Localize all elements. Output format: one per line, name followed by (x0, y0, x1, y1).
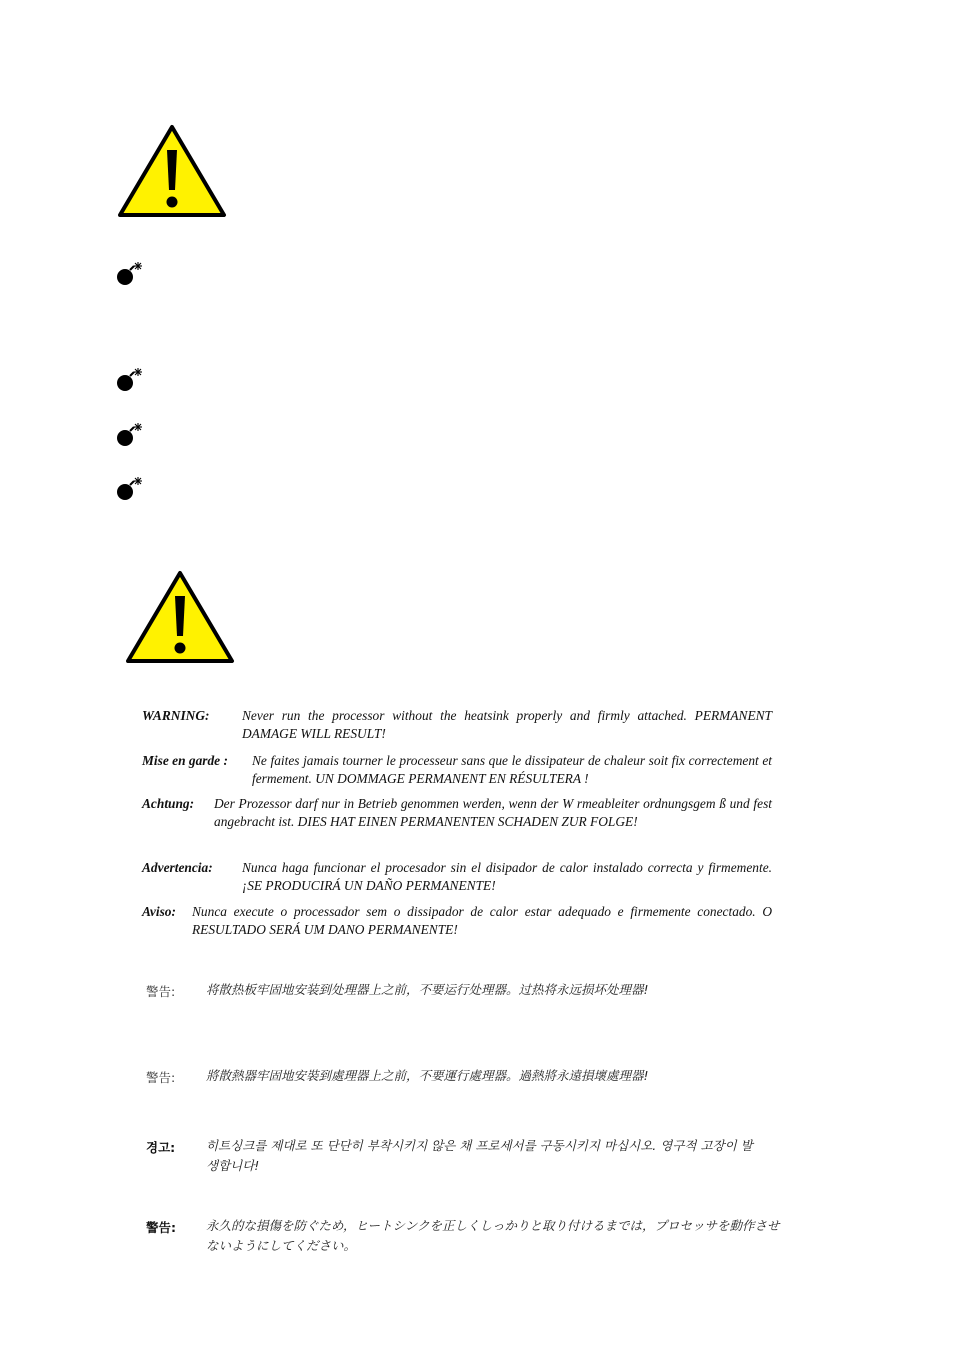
warning-triangle-icon (116, 122, 228, 220)
warning-label: WARNING: (142, 708, 210, 723)
warning-text: Never run the processor without the heatsink properly and firmly attached. PERMANENT DAMAGE WILL RESULT! (242, 708, 772, 741)
warning-text-zh-tw: 將散熱器牢固地安裝到處理器上之前，不要運行處理器。過熱將永遠損壞處理器! (206, 1068, 649, 1083)
warning-label: Achtung: (142, 796, 195, 811)
warning-label-ko: 경고: (146, 1140, 176, 1155)
bomb-icon (116, 368, 144, 392)
bomb-icon (116, 423, 144, 447)
warning-text-ja: 永久的な損傷を防ぐため，ヒートシンクを正しくしっかりと取り付けるまでは，プロセッサを動作させないようにしてください。 (206, 1218, 780, 1253)
warning-triangle-icon (124, 568, 236, 666)
warning-label-ja: 警告: (146, 1220, 176, 1235)
warning-text-zh-cn: 将散热板牢固地安装到处理器上之前，不要运行处理器。过热将永远损坏处理器! (206, 982, 649, 997)
multilingual-warning (142, 707, 772, 947)
warning-text: Ne faites jamais tourner le processeur sans que le dissipateur de chaleur soit fix correctement et fermement. UN DOMMAGE PERMANENT EN RÉSULTERA ! (252, 753, 772, 786)
warning-text: Nunca execute o processador sem o dissipador de calor estar adequado e firmemente conectado. O RESULTADO SERÁ UM DANO PERMANENTE! (192, 904, 772, 937)
warning-label-zh-cn: 警告: (146, 984, 176, 999)
warning-text-ko: 히트싱크를 제대로 또 단단히 부착시키지 않은 채 프로세서를 구동시키지 마십시오. 영구적 고장이 발생합니다! (206, 1138, 753, 1173)
warning-label: Advertencia: (142, 860, 213, 875)
warning-text: Der Prozessor darf nur in Betrieb genommen werden, wenn der W rmeableiter ordnungsgem ß und fest angebracht ist. DIES HAT EINEN PERMANENTEN SCHADEN ZUR FOLGE! (214, 796, 772, 829)
warning-label: Mise en garde : (142, 753, 228, 768)
warning-label: Aviso: (142, 904, 176, 919)
warning-label-zh-tw: 警告: (146, 1070, 176, 1085)
bomb-icon (116, 477, 144, 501)
warning-text: Nunca haga funcionar el procesador sin el disipador de calor instalado correcta y firmemente. ¡SE PRODUCIRÁ UN DAÑO PERMANENTE! (242, 860, 772, 893)
bomb-icon (116, 262, 144, 286)
